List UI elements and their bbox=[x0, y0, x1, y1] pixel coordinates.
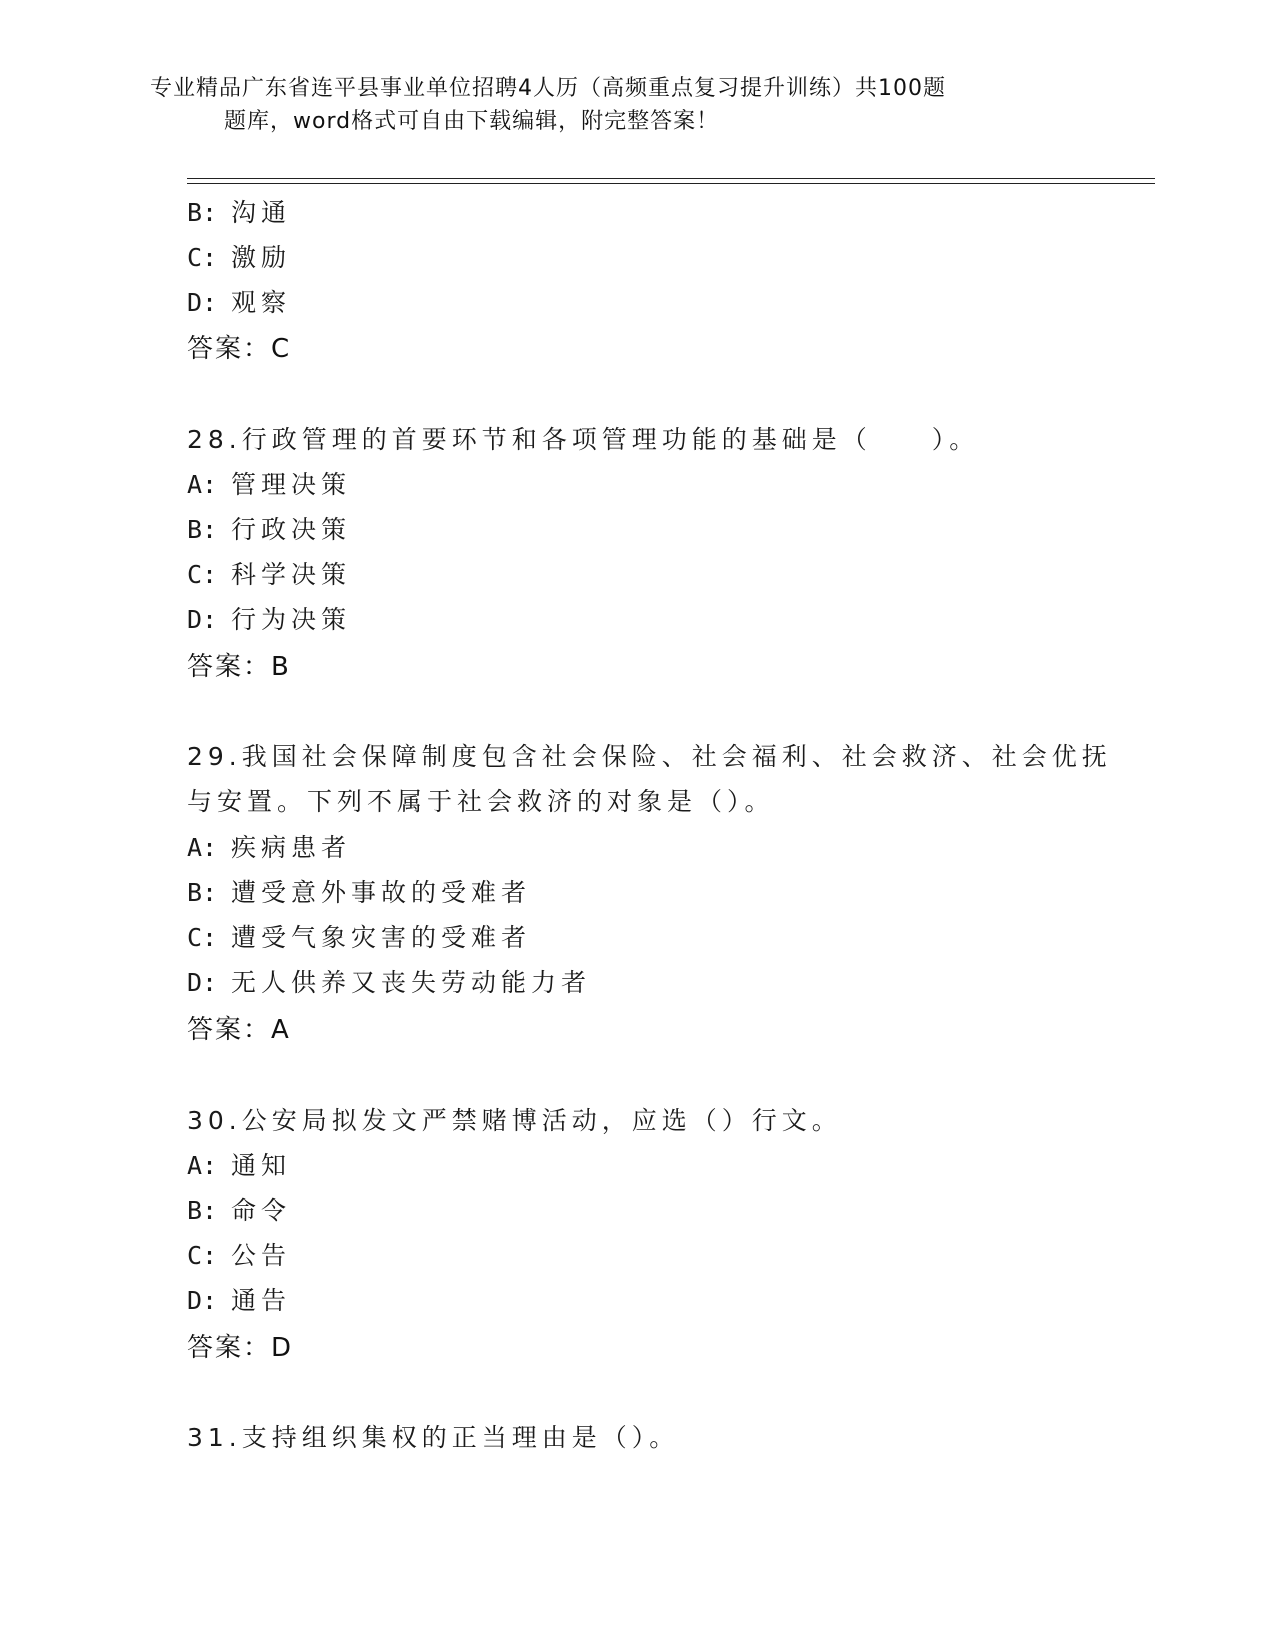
option-row bbox=[187, 510, 351, 546]
option-row bbox=[187, 828, 351, 864]
option-letter: B: bbox=[187, 1196, 218, 1225]
header-divider-top bbox=[187, 178, 1155, 179]
option-letter: D: bbox=[187, 605, 218, 634]
option-letter: A: bbox=[187, 1151, 218, 1180]
question-stem: 30.公安局拟发文严禁赌博活动，应选（）行文。 bbox=[187, 1106, 842, 1135]
option-row bbox=[187, 283, 291, 319]
option-letter: A: bbox=[187, 833, 218, 862]
option-text: 无人供养又丧失劳动能力者 bbox=[231, 968, 592, 997]
header-divider-bottom bbox=[187, 183, 1155, 184]
answer-line: 答案：A bbox=[187, 1015, 291, 1045]
option-letter: B: bbox=[187, 878, 218, 907]
option-text: 激励 bbox=[231, 243, 292, 272]
answer-line: 答案：C bbox=[187, 334, 292, 364]
option-text: 命令 bbox=[231, 1196, 292, 1225]
option-letter: C: bbox=[187, 243, 218, 272]
option-row bbox=[187, 963, 591, 999]
option-row bbox=[187, 600, 351, 636]
option-text: 行政决策 bbox=[231, 515, 352, 544]
option-text: 遭受气象灾害的受难者 bbox=[231, 923, 532, 952]
option-row bbox=[187, 873, 531, 909]
answer-line: 答案：B bbox=[187, 652, 291, 682]
option-text: 行为决策 bbox=[231, 605, 352, 634]
option-letter: D: bbox=[187, 288, 218, 317]
answer-line: 答案：D bbox=[187, 1333, 294, 1363]
option-row bbox=[187, 193, 291, 229]
question-stem: 28.行政管理的首要环节和各项管理功能的基础是（ ）。 bbox=[187, 425, 980, 454]
option-letter: A: bbox=[187, 470, 218, 499]
option-letter: B: bbox=[187, 198, 218, 227]
header-title-line1: 专业精品广东省连平县事业单位招聘4人历（高频重点复习提升训练）共100题 bbox=[150, 76, 946, 101]
option-row bbox=[187, 1146, 291, 1182]
option-letter: C: bbox=[187, 560, 218, 589]
option-text: 沟通 bbox=[231, 198, 292, 227]
header-title-line2: 题库，word格式可自由下载编辑，附完整答案！ bbox=[224, 109, 720, 134]
option-text: 科学决策 bbox=[231, 560, 352, 589]
option-letter: C: bbox=[187, 1241, 218, 1270]
option-row bbox=[187, 555, 351, 591]
option-letter: B: bbox=[187, 515, 218, 544]
option-text: 疾病患者 bbox=[231, 833, 352, 862]
question-stem: 31.支持组织集权的正当理由是（）。 bbox=[187, 1423, 680, 1452]
document-header bbox=[150, 72, 1100, 138]
option-row bbox=[187, 1281, 291, 1317]
option-text: 通告 bbox=[231, 1286, 292, 1315]
question-stem: 与安置。下列不属于社会救济的对象是（）。 bbox=[187, 787, 775, 816]
option-text: 遭受意外事故的受难者 bbox=[231, 878, 532, 907]
option-row bbox=[187, 918, 531, 954]
question-stem: 29.我国社会保障制度包含社会保险、社会福利、社会救济、社会优抚 bbox=[187, 742, 1112, 771]
option-letter: D: bbox=[187, 1286, 218, 1315]
option-row bbox=[187, 1191, 291, 1227]
option-row bbox=[187, 465, 351, 501]
option-text: 公告 bbox=[231, 1241, 292, 1270]
option-letter: D: bbox=[187, 968, 218, 997]
option-text: 通知 bbox=[231, 1151, 292, 1180]
option-row bbox=[187, 238, 291, 274]
option-text: 管理决策 bbox=[231, 470, 352, 499]
option-row bbox=[187, 1236, 291, 1272]
option-letter: C: bbox=[187, 923, 218, 952]
option-text: 观察 bbox=[231, 288, 292, 317]
